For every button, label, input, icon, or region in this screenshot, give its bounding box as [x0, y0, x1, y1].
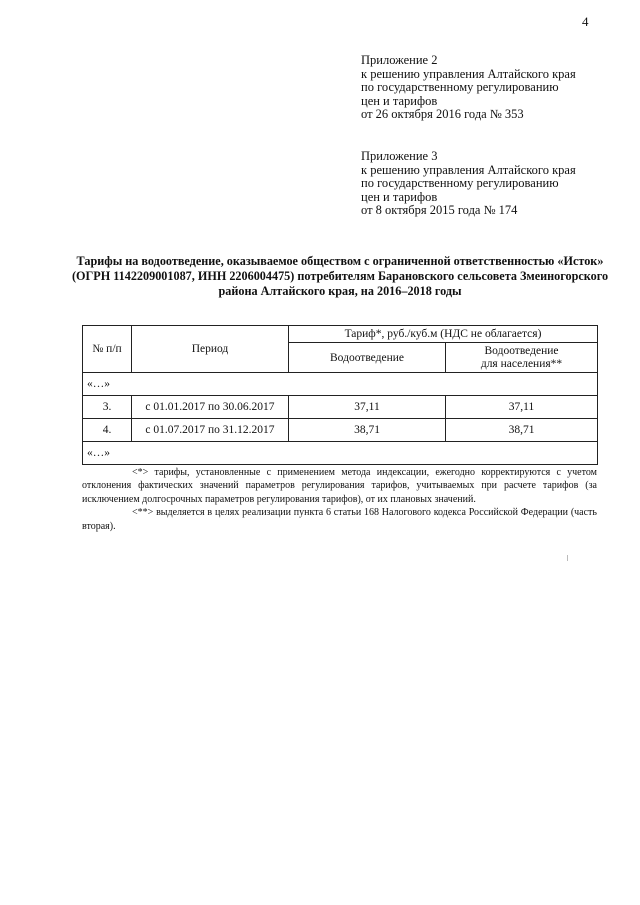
appendix-3-line: по государственному регулированию	[361, 176, 559, 190]
footnotes	[82, 466, 597, 533]
header-tariff: Тариф*, руб./куб.м (НДС не облагается)	[289, 326, 598, 343]
row-wastewater-population: 37,11	[446, 396, 598, 419]
header-wastewater: Водоотведение	[289, 343, 446, 373]
footnote-1: <*> тарифы, установленные с применением метода индексации, ежегодно корректируются с учетом отклонения фактических значений параметров регулирования тарифов, учитываемых при расчете тарифов (за исключением долгосрочных параметров регулирования тарифов), от их плановых значений.	[82, 467, 597, 505]
page-number: 4	[582, 14, 589, 29]
tariff-table	[82, 325, 598, 465]
appendix-2-line: по государственному регулированию	[361, 80, 559, 94]
scan-mark	[567, 555, 568, 561]
row-period: с 01.07.2017 по 31.12.2017	[132, 419, 289, 442]
row-num: 3.	[83, 396, 132, 419]
header-period: Период	[132, 326, 289, 373]
appendix-2-line: к решению управления Алтайского края	[361, 66, 576, 81]
appendix-2-line: цен и тарифов	[361, 93, 438, 108]
table-row	[83, 419, 598, 442]
appendix-3-line: к решению управления Алтайского края	[361, 162, 576, 177]
table-row	[83, 396, 598, 419]
header-wastewater-population-line2: для населения**	[480, 357, 563, 370]
row-period: с 01.01.2017 по 30.06.2017	[132, 396, 289, 419]
footnote-2: <**> выделяется в целях реализации пункта 6 статьи 168 Налогового кодекса Российской Федерации (часть вторая).	[82, 507, 597, 532]
appendix-2-title: Приложение 2	[361, 53, 438, 67]
appendix-3-title: Приложение 3	[361, 149, 438, 163]
appendix-3-line: цен и тарифов	[361, 189, 438, 204]
document-title: Тарифы на водоотведение, оказываемое обществом с ограниченной ответственностью «Исток» (ОГРН 1142209001087, ИНН 2206004475) потребителям Барановского сельсовета Змеиногорского района Алтайского края, на 2016–2018 годы	[71, 254, 609, 298]
ellipsis-row: «…»	[83, 373, 598, 396]
appendix-3-header	[361, 150, 576, 218]
row-wastewater: 38,71	[289, 419, 446, 442]
header-num: № п/п	[83, 326, 132, 373]
row-wastewater: 37,11	[289, 396, 446, 419]
appendix-3-date: от 8 октября 2015 года № 174	[361, 203, 518, 217]
header-wastewater-population-line1: Водоотведение	[484, 344, 559, 357]
appendix-2-header	[361, 54, 576, 122]
header-wastewater-population	[446, 343, 598, 373]
ellipsis-row: «…»	[83, 442, 598, 465]
row-num: 4.	[83, 419, 132, 442]
appendix-2-date: от 26 октября 2016 года № 353	[361, 107, 524, 121]
row-wastewater-population: 38,71	[446, 419, 598, 442]
